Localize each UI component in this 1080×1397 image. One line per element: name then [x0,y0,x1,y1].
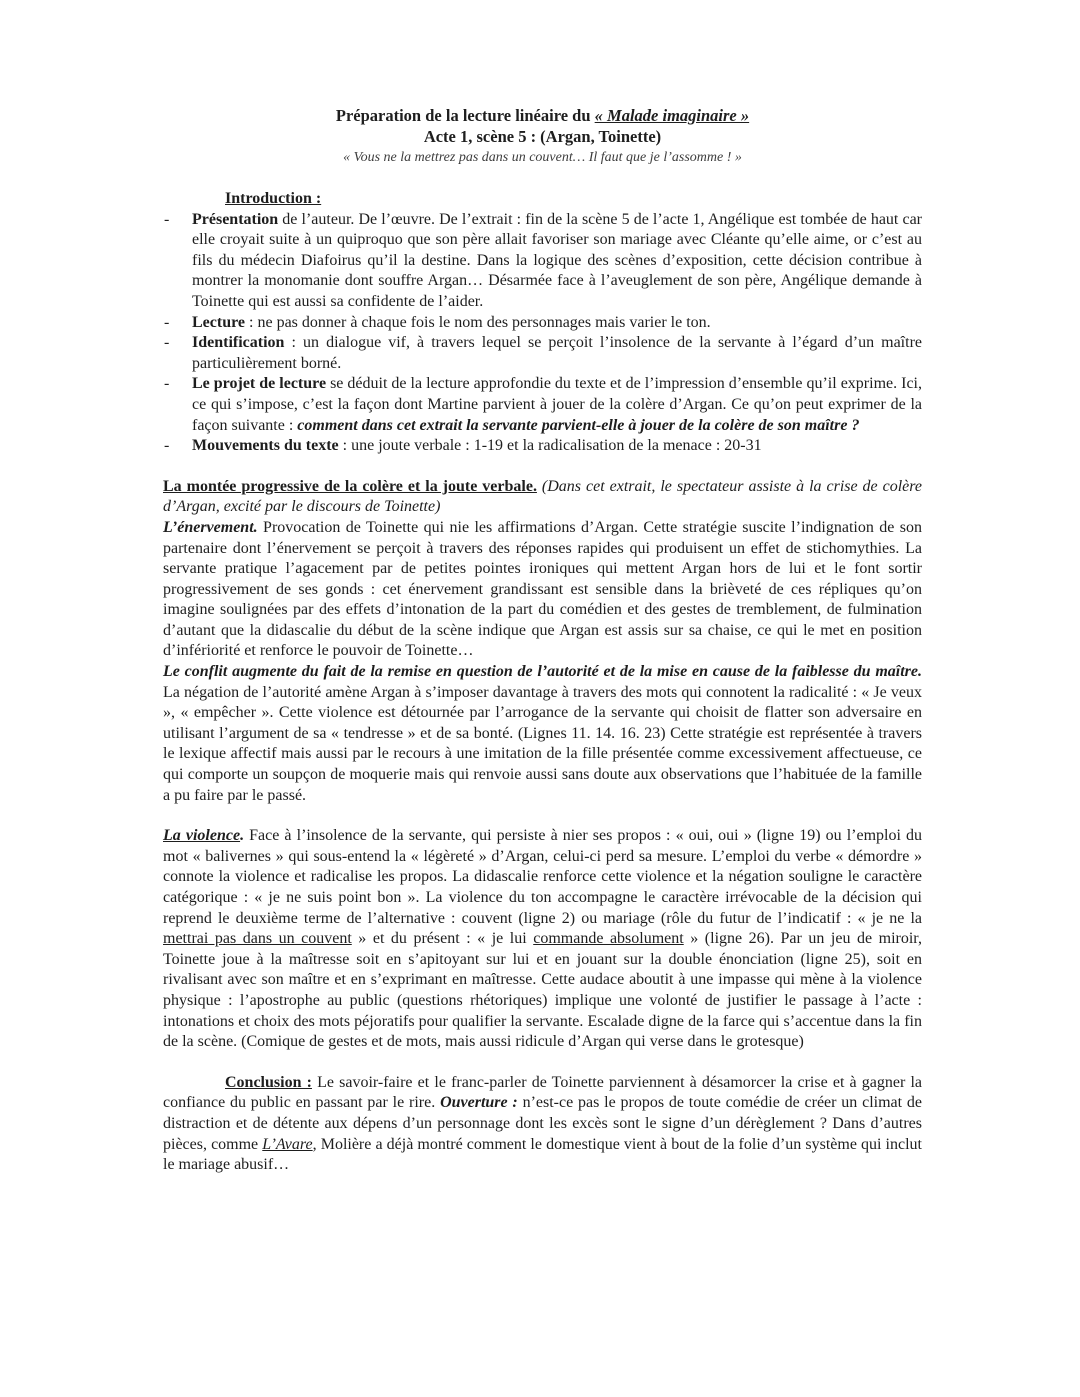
paragraph [163,518,922,662]
text-run: (Dans cet extrait, le spectateur assiste à la crise de colère d’Argan, excité par le discours de Toinette) [163,477,923,516]
text-run: Acte 1, scène 5 : (Argan, Toinette) [423,126,662,146]
text-run: Le conflit augmente du fait de la remise en question de l’autorité et de la mise en cause de la faiblesse du maître. [163,663,922,681]
list-item [163,436,922,457]
list-item [163,374,922,436]
text-run: Identification [192,334,285,352]
text-run: mettrai pas dans un couvent [163,930,352,948]
title [163,127,922,148]
text-run: Conclusion : [225,1073,312,1091]
text-run: » et du présent : « je lui [351,930,534,948]
text-run: Mouvements du texte [192,437,339,455]
text-run: L’Avare [262,1135,313,1153]
text-run: : un dialogue vif, à travers lequel se perçoit l’insolence de la servante à l’égard d’un maître particulièrement borné. [192,334,922,372]
blank-line [163,457,922,477]
paragraph-indent [163,1073,922,1176]
text-run: Lecture [192,313,246,331]
section-heading [163,477,922,518]
text-run: comment dans cet extrait la servante parvient-elle à jouer de la colère de son maître ? [297,416,860,434]
blank-line [163,806,922,826]
text-run: La montée progressive de la colère et la joute verbale. [163,477,537,495]
text-run: Ouverture : [440,1094,518,1112]
text-run: : ne pas donner à chaque fois le nom des personnages mais varier le ton. [245,313,711,331]
blank-line [163,169,922,189]
text-run: » (ligne 26). Par un jeu de miroir, Toinette joue à la maîtresse soit en s’apitoyant sur lui et en jouant sur la double énonciation (ligne 25), soit en rivalisant avec son maître et en s’exprimant en maîtresse. Cette audace aboutit à une impasse qui mène à la violence physique : l’apostrophe au public (questions rhétoriques) implique une volonté de justifier le passage à l’acte : intonations et choix des mots péjoratifs pour qualifier la servante. Escalade digne de la farce qui s’accentue dans la fin de la scène. (Comique de gestes et de mots, mais aussi ridicule d’Argan qui verse dans le grotesque) [163,930,922,1051]
blank-line [163,1053,922,1073]
list-item [163,313,922,334]
list-item [163,333,922,374]
text-run: : une joute verbale : 1-19 et la radicalisation de la menace : 20-31 [338,437,762,455]
text-run: « Malade imaginaire » [594,106,750,125]
epigraph [163,147,922,169]
text-run: se déduit de la lecture approfondie du texte et de l’impression d’ensemble qu’il exprime. Ici, ce qui s’impose, c’est la façon dont Martine parvient à jouer de la colère d’Argan. Ce qu’on peut exprimer de la façon suivante : [192,375,923,434]
text-run: . [240,827,245,845]
text-run: L’énervement. [163,518,258,536]
paragraph [163,662,922,806]
text-run: Le projet de lecture [192,375,327,393]
text-run: n’est-ce pas le propos de toute comédie de créer un climat de distraction et de détente aux dépens d’un personnage dont les excès sont le signe d’un dérèglement ? Dans d’autres pièces, comme [163,1094,923,1153]
text-run: Face à l’insolence de la servante, qui persiste à nier ses propos : « oui, oui » (ligne 19) ou l’emploi du mot « balivernes » qui sous-entend la « légèreté » d’Argan, celui-ci perd sa mesure. L’emploi du verbe « démordre » connote la violence et radicalise les propos. La didascalie renforce cette violence et la négation souligne le caractère catégorique : « je ne suis point bon ». La violence du ton accompagne le caractère irrévocable de la décision qui reprend le deuxième terme de l’alternative : couvent (ligne 2) ou mariage (rôle du futur de l’indicatif : « je ne la [163,827,923,927]
text-run: Préparation de la lecture linéaire du [335,106,595,125]
subheading [163,189,922,210]
text-run: commande absolument [533,930,684,948]
text-run: de l’auteur. De l’œuvre. De l’extrait : fin de la scène 5 de l’acte 1, Angélique est tombée de haut car elle croyait suite à un quiproquo que son père allait favoriser son mariage avec Cléante qu’elle aime, or c’est au fils du médecin Diafoirus qu’il la destine. Dans la logique des scènes d’exposition, cette décision contribue à montrer la monomanie dont souffre Argan… Désarmée face à l’aveuglement de son père, Angélique demande à Toinette qui est aussi sa confidente de l’aider. [192,210,922,310]
list-item [163,210,922,313]
text-run: La négation de l’autorité amène Argan à s’imposer davantage à travers des mots qui connotent la radicalité : « Je veux », « empêcher ». Cette violence est détournée par l’arrogance de la servante qui choisit de flatter son adversaire en utilisant l’argument de sa « tendresse » et de sa bonté. (Lignes 11. 14. 16. 23) Cette stratégie est représentée à travers le lexique affectif mais aussi par le recours à une imitation de la fille présentée comme excessivement affectueuse, ce qui comporte un soupçon de moquerie mais qui renvoie aussi sans doute aux observations que l’habituée de la famille a pu faire par le passé. [163,683,922,804]
text-run: Introduction : [225,190,322,207]
text-run: Présentation [192,210,279,228]
text-run: Le savoir-faire et le franc-parler de Toinette parviennent à désamorcer la crise et à gagner la confiance du public en passant par le rire. [163,1073,923,1112]
title [163,106,922,127]
text-run: « Vous ne la mettrez pas dans un couvent… Il faut que je l’assomme ! » [343,150,742,165]
text-run: , Molière a déjà montré comment le domestique vient à bout de la folie d’un système qui inclut le mariage abusif… [163,1135,922,1174]
text-run: La violence [163,827,241,845]
text-run: Provocation de Toinette qui nie les affirmations d’Argan. Cette stratégie suscite l’indignation de son partenaire dont l’énervement se perçoit à travers des réponses rapides qui produisent un effet de stichomythies. La servante pratique l’agacement par de petites pointes ironiques qui mettent Argan hors de lui et le font sortir progressivement de ses gonds : cet énervement grandissant est sensible dans la brièveté de ces répliques qu’on imagine soulignées par des effets d’intonation de la part du comédien et des gestes de tremblement, de fulmination d’autant que la didascalie du début de la scène indique que Argan est assis sur sa chaise, ce qui le met en position d’infériorité et renforce le pouvoir de Toinette… [163,518,922,660]
paragraph [163,826,922,1053]
